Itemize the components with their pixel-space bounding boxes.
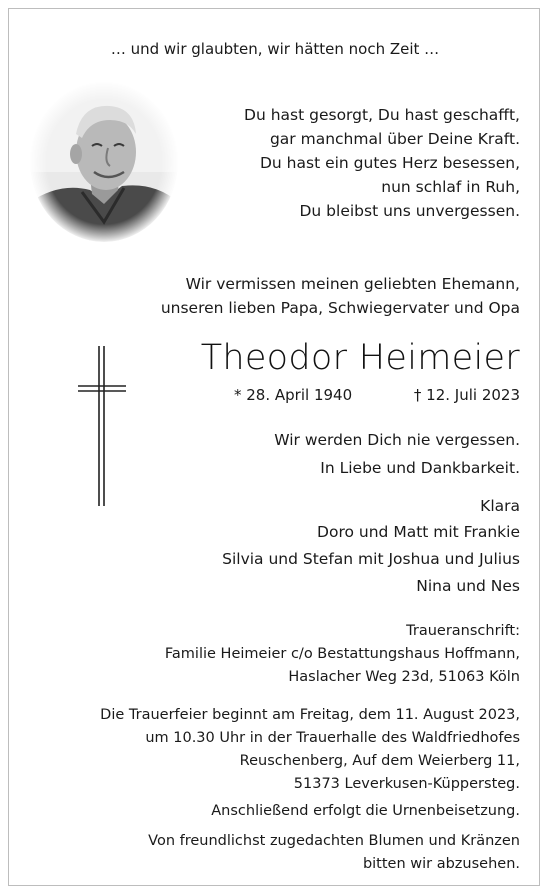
ceremony-line: Die Trauerfeier beginnt am Freitag, dem 11. August 2023, xyxy=(100,707,520,723)
intro-line: … und wir glaubten, wir hätten noch Zeit … xyxy=(110,40,440,58)
poem-line: Du bleibst uns unvergessen. xyxy=(299,202,520,220)
address-line: Traueranschrift: xyxy=(406,623,520,639)
poem-line: gar manchmal über Deine Kraft. xyxy=(269,130,520,148)
deceased-name: Theodor Heimeier xyxy=(200,338,520,378)
miss-line: unseren lieben Papa, Schwiegervater und Opa xyxy=(160,299,520,317)
ceremony-line: um 10.30 Uhr in der Trauerhalle des Waldfriedhofes xyxy=(145,730,520,746)
poem-line: Du hast gesorgt, Du hast geschafft, xyxy=(244,106,520,124)
family-member: Nina und Nes xyxy=(416,577,520,595)
farewell-line: Wir werden Dich nie vergessen. xyxy=(274,431,520,449)
portrait-photo xyxy=(30,82,178,242)
address-line: Haslacher Weg 23d, 51063 Köln xyxy=(288,669,520,685)
cross-icon xyxy=(74,346,130,512)
miss-line: Wir vermissen meinen geliebten Ehemann, xyxy=(185,275,520,293)
family-member: Silvia und Stefan mit Joshua und Julius xyxy=(222,550,520,568)
family-member: Klara xyxy=(480,497,520,515)
ceremony-line: Reuschenberg, Auf dem Weierberg 11, xyxy=(239,753,520,769)
flowers-line: bitten wir abzusehen. xyxy=(362,856,520,872)
farewell-line: In Liebe und Dankbarkeit. xyxy=(320,459,520,477)
birth-date: * 28. April 1940 xyxy=(234,386,353,404)
urn-line: Anschließend erfolgt die Urnenbeisetzung. xyxy=(211,803,520,819)
death-date: † 12. Juli 2023 xyxy=(413,386,520,404)
poem-line: nun schlaf in Ruh, xyxy=(381,178,520,196)
ceremony-line: 51373 Leverkusen-Küppersteg. xyxy=(293,776,520,792)
family-member: Doro und Matt mit Frankie xyxy=(317,523,520,541)
flowers-line: Von freundlichst zugedachten Blumen und Kränzen xyxy=(148,833,520,849)
address-line: Familie Heimeier c/o Bestattungshaus Hoffmann, xyxy=(164,646,520,662)
poem-line: Du hast ein gutes Herz besessen, xyxy=(259,154,520,172)
